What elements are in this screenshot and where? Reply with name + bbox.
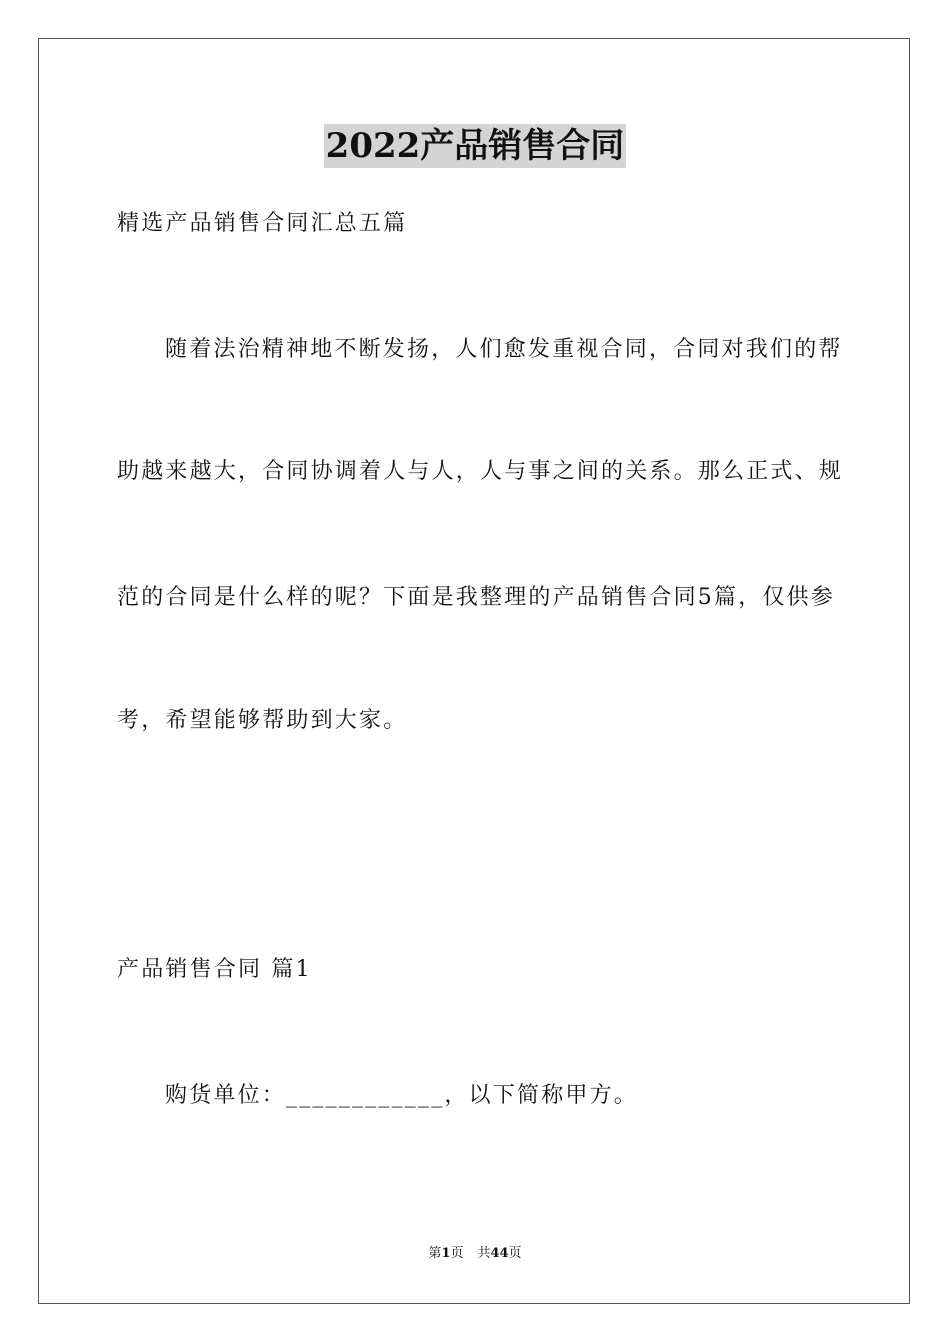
footer-page-suffix: 页 (450, 1246, 464, 1261)
footer-total-pages: 44 (490, 1246, 509, 1261)
intro-paragraph-line-1: 随着法治精神地不断发扬，人们愈发重视合同，合同对我们的帮 (165, 337, 843, 362)
intro-paragraph-line-4: 考，希望能够帮助到大家。 (117, 708, 408, 733)
footer-current-page: 1 (441, 1246, 451, 1261)
footer-prefix: 第 (428, 1246, 442, 1261)
intro-paragraph-line-3: 范的合同是什么样的呢？下面是我整理的产品销售合同5篇，仅供参 (117, 585, 835, 610)
document-title: 2022产品销售合同 (325, 126, 625, 166)
footer-total-suffix: 页 (508, 1246, 522, 1261)
document-subtitle: 精选产品销售合同汇总五篇 (117, 211, 408, 236)
section-heading: 产品销售合同 篇1 (117, 957, 312, 982)
intro-paragraph-line-2: 助越来越大，合同协调着人与人，人与事之间的关系。那么正式、规 (117, 459, 844, 484)
page-footer (0, 1245, 950, 1263)
title-container (0, 124, 950, 168)
buyer-line: 购货单位：____________，以下简称甲方。 (165, 1083, 639, 1108)
footer-total-prefix: 共 (477, 1246, 491, 1261)
